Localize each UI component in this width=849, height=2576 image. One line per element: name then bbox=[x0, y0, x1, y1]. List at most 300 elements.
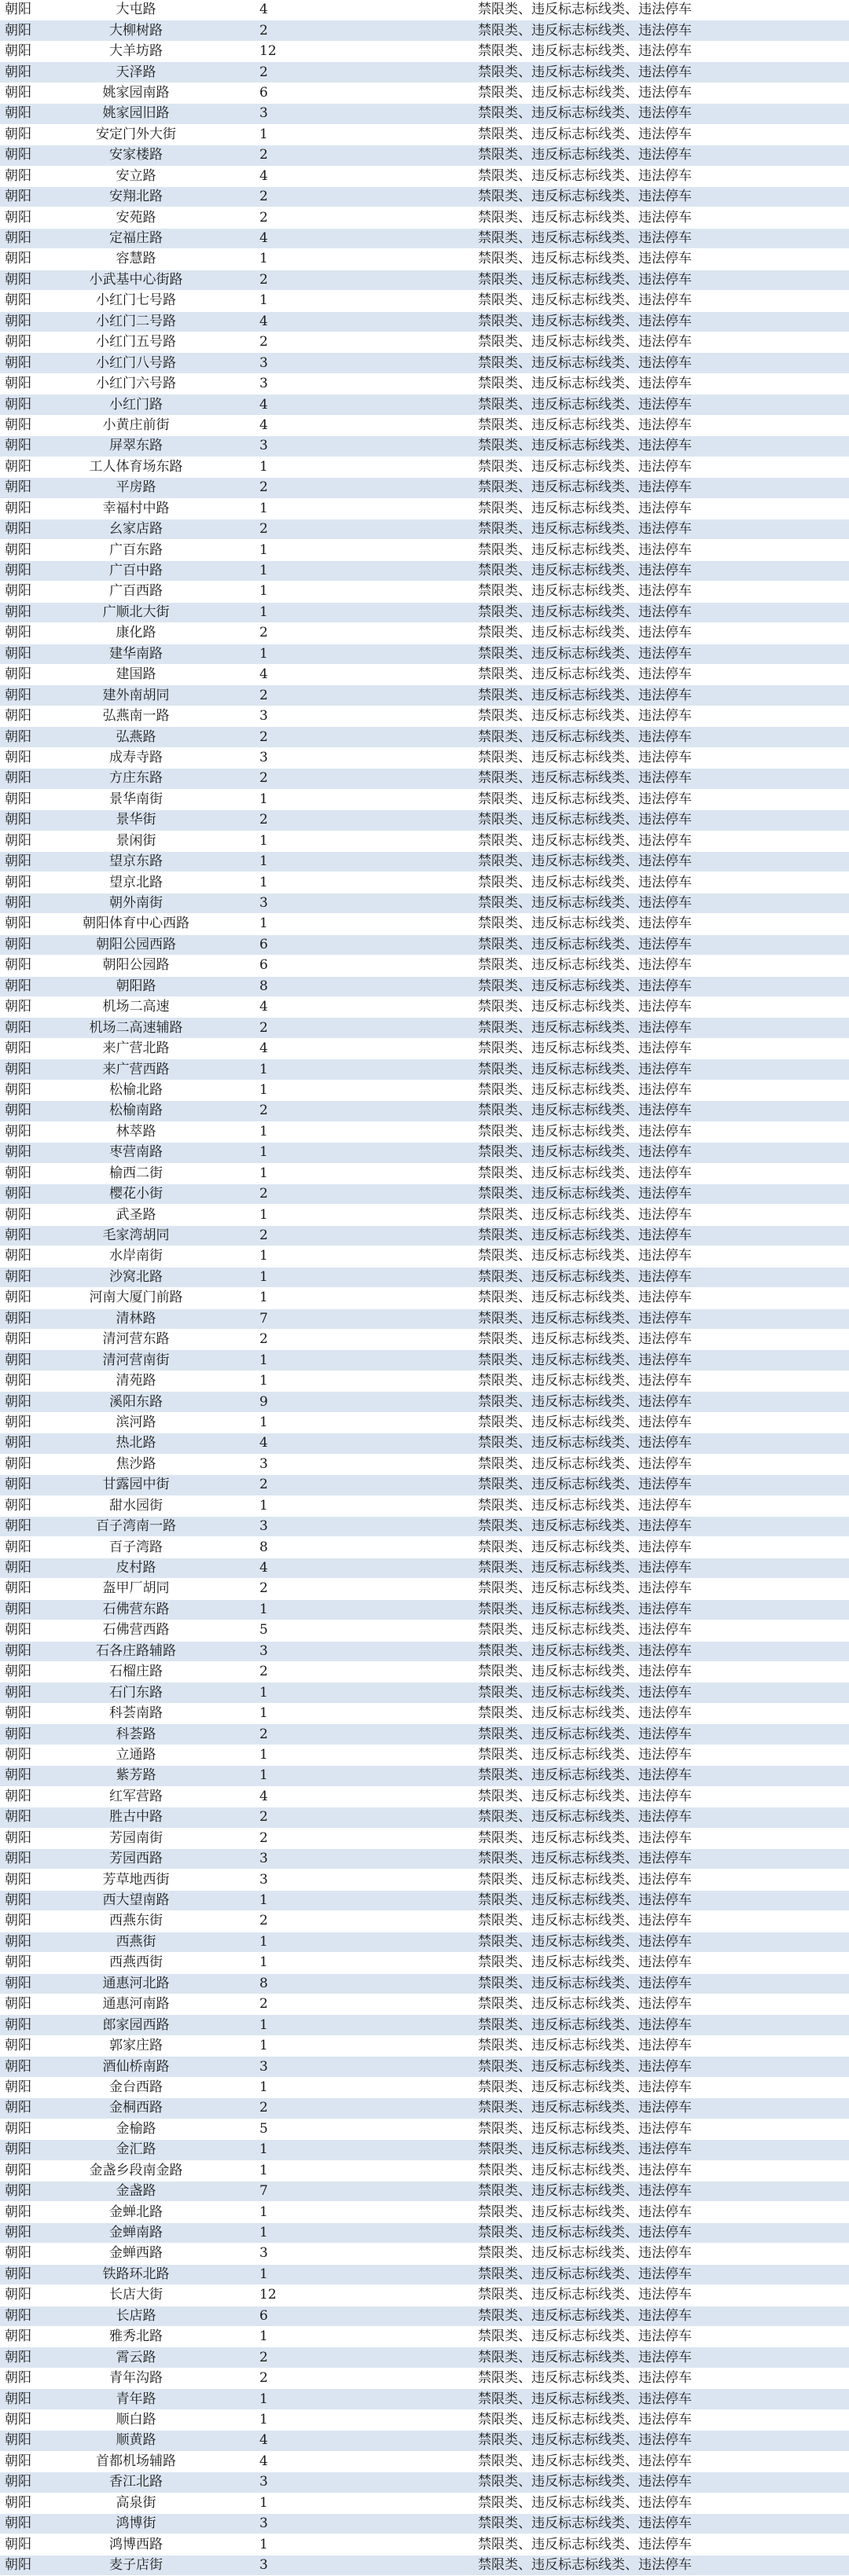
table-row bbox=[0, 1973, 849, 1994]
violation-types-cell: 禁限类、违反标志标线类、违法停车 bbox=[409, 478, 849, 498]
table-row bbox=[0, 1205, 849, 1225]
violation-types-cell: 禁限类、违反标志标线类、违法停车 bbox=[409, 145, 849, 166]
violation-types-cell: 禁限类、违反标志标线类、违法停车 bbox=[409, 2431, 849, 2451]
count-cell: 4 bbox=[220, 665, 409, 685]
district-cell: 朝阳 bbox=[0, 270, 52, 290]
table-row bbox=[0, 457, 849, 477]
count-cell: 4 bbox=[220, 1558, 409, 1578]
violation-types-cell: 禁限类、违反标志标线类、违法停车 bbox=[409, 2140, 849, 2160]
road-name-cell: 长店大街 bbox=[52, 2285, 220, 2306]
violation-types-cell: 禁限类、违反标志标线类、违法停车 bbox=[409, 2222, 849, 2243]
violation-types-cell: 禁限类、违反标志标线类、违法停车 bbox=[409, 1786, 849, 1807]
count-cell: 6 bbox=[220, 83, 409, 103]
road-name-cell: 弘燕路 bbox=[52, 727, 220, 747]
district-cell: 朝阳 bbox=[0, 2244, 52, 2264]
count-cell: 1 bbox=[220, 2160, 409, 2181]
table-row bbox=[0, 2119, 849, 2139]
violation-types-cell: 禁限类、违反标志标线类、违法停车 bbox=[409, 769, 849, 789]
count-cell: 4 bbox=[220, 1786, 409, 1807]
count-cell: 2 bbox=[220, 2347, 409, 2368]
road-name-cell: 河南大厦门前路 bbox=[52, 1288, 220, 1308]
violation-types-cell: 禁限类、违反标志标线类、违法停车 bbox=[409, 2368, 849, 2388]
road-name-cell: 安家楼路 bbox=[52, 145, 220, 166]
road-name-cell: 平房路 bbox=[52, 478, 220, 498]
road-name-cell: 百子湾路 bbox=[52, 1537, 220, 1558]
table-row bbox=[0, 747, 849, 768]
table-row bbox=[0, 1143, 849, 1163]
count-cell: 2 bbox=[220, 2098, 409, 2119]
table-row bbox=[0, 810, 849, 831]
road-name-cell: 金盏乡段南金路 bbox=[52, 2160, 220, 2181]
district-cell: 朝阳 bbox=[0, 623, 52, 644]
violation-types-cell: 禁限类、违反标志标线类、违法停车 bbox=[409, 851, 849, 872]
violation-types-cell: 禁限类、违反标志标线类、违法停车 bbox=[409, 1121, 849, 1142]
road-name-cell: 小红门二号路 bbox=[52, 311, 220, 332]
violation-types-cell: 禁限类、违反标志标线类、违法停车 bbox=[409, 20, 849, 41]
district-cell: 朝阳 bbox=[0, 1143, 52, 1163]
road-name-cell: 石佛营东路 bbox=[52, 1599, 220, 1620]
count-cell: 2 bbox=[220, 1475, 409, 1495]
road-name-cell: 鸿博街 bbox=[52, 2513, 220, 2534]
district-cell: 朝阳 bbox=[0, 914, 52, 934]
violation-types-cell: 禁限类、违反标志标线类、违法停车 bbox=[409, 2285, 849, 2306]
district-cell: 朝阳 bbox=[0, 1558, 52, 1578]
violation-types-cell: 禁限类、违反标志标线类、违法停车 bbox=[409, 1870, 849, 1890]
road-name-cell: 建华南路 bbox=[52, 644, 220, 664]
table-row bbox=[0, 851, 849, 872]
district-cell: 朝阳 bbox=[0, 2451, 52, 2471]
district-cell: 朝阳 bbox=[0, 2493, 52, 2513]
road-name-cell: 首都机场辅路 bbox=[52, 2451, 220, 2471]
district-cell: 朝阳 bbox=[0, 769, 52, 789]
table-row bbox=[0, 20, 849, 41]
count-cell: 2 bbox=[220, 810, 409, 831]
district-cell: 朝阳 bbox=[0, 2181, 52, 2201]
count-cell: 2 bbox=[220, 186, 409, 207]
road-name-cell: 幺家店路 bbox=[52, 519, 220, 539]
count-cell: 5 bbox=[220, 2119, 409, 2139]
table-row bbox=[0, 2140, 849, 2160]
road-name-cell: 康化路 bbox=[52, 623, 220, 644]
table-row bbox=[0, 1018, 849, 1038]
count-cell: 2 bbox=[220, 62, 409, 83]
road-name-cell: 百子湾南一路 bbox=[52, 1516, 220, 1536]
violation-types-cell: 禁限类、违反标志标线类、违法停车 bbox=[409, 415, 849, 435]
violation-types-cell: 禁限类、违反标志标线类、违法停车 bbox=[409, 124, 849, 145]
violation-types-cell: 禁限类、违反标志标线类、违法停车 bbox=[409, 1495, 849, 1516]
count-cell: 3 bbox=[220, 2472, 409, 2493]
table-row bbox=[0, 291, 849, 311]
district-cell: 朝阳 bbox=[0, 1205, 52, 1225]
count-cell: 1 bbox=[220, 1059, 409, 1080]
table-row bbox=[0, 1330, 849, 1350]
road-name-cell: 松榆南路 bbox=[52, 1101, 220, 1121]
count-cell: 1 bbox=[220, 1703, 409, 1723]
table-row bbox=[0, 1599, 849, 1620]
table-row bbox=[0, 2077, 849, 2097]
count-cell: 1 bbox=[220, 1932, 409, 1952]
count-cell: 3 bbox=[220, 1454, 409, 1474]
road-name-cell: 青年沟路 bbox=[52, 2368, 220, 2388]
table-row bbox=[0, 560, 849, 581]
road-name-cell: 霄云路 bbox=[52, 2347, 220, 2368]
violation-types-cell: 禁限类、违反标志标线类、违法停车 bbox=[409, 166, 849, 186]
road-name-cell: 朝外南街 bbox=[52, 893, 220, 913]
count-cell: 4 bbox=[220, 2431, 409, 2451]
district-cell: 朝阳 bbox=[0, 394, 52, 415]
road-name-cell: 安立路 bbox=[52, 166, 220, 186]
table-row bbox=[0, 1163, 849, 1183]
road-name-cell: 安定门外大街 bbox=[52, 124, 220, 145]
district-cell: 朝阳 bbox=[0, 2057, 52, 2077]
road-name-cell: 通惠河南路 bbox=[52, 1994, 220, 2015]
district-cell: 朝阳 bbox=[0, 145, 52, 166]
road-name-cell: 长店路 bbox=[52, 2306, 220, 2326]
count-cell: 2 bbox=[220, 1225, 409, 1246]
district-cell: 朝阳 bbox=[0, 1288, 52, 1308]
table-row bbox=[0, 2015, 849, 2035]
road-name-cell: 西燕东街 bbox=[52, 1911, 220, 1932]
road-name-cell: 朝阳体育中心西路 bbox=[52, 914, 220, 934]
district-cell: 朝阳 bbox=[0, 1662, 52, 1682]
district-cell: 朝阳 bbox=[0, 2347, 52, 2368]
road-name-cell: 机场二高速 bbox=[52, 997, 220, 1018]
violation-types-cell: 禁限类、违反标志标线类、违法停车 bbox=[409, 1932, 849, 1952]
table-row bbox=[0, 2493, 849, 2513]
table-row bbox=[0, 207, 849, 228]
violation-types-cell: 禁限类、违反标志标线类、违法停车 bbox=[409, 1682, 849, 1703]
count-cell: 3 bbox=[220, 1870, 409, 1890]
road-name-cell: 大羊坊路 bbox=[52, 41, 220, 61]
district-cell: 朝阳 bbox=[0, 747, 52, 768]
road-name-cell: 小黄庄前街 bbox=[52, 415, 220, 435]
table-row bbox=[0, 1994, 849, 2015]
count-cell: 6 bbox=[220, 2306, 409, 2326]
district-cell: 朝阳 bbox=[0, 1308, 52, 1329]
table-row bbox=[0, 1246, 849, 1267]
table-row bbox=[0, 2264, 849, 2284]
count-cell: 1 bbox=[220, 2202, 409, 2222]
road-name-cell: 小武基中心街路 bbox=[52, 270, 220, 290]
district-cell: 朝阳 bbox=[0, 2119, 52, 2139]
road-name-cell: 机场二高速辅路 bbox=[52, 1018, 220, 1038]
road-name-cell: 郭家庄路 bbox=[52, 2035, 220, 2056]
road-name-cell: 小红门五号路 bbox=[52, 332, 220, 353]
district-cell: 朝阳 bbox=[0, 1101, 52, 1121]
road-name-cell: 西大望南路 bbox=[52, 1890, 220, 1910]
count-cell: 1 bbox=[220, 2077, 409, 2097]
table-row bbox=[0, 2389, 849, 2409]
violation-types-cell: 禁限类、违反标志标线类、违法停车 bbox=[409, 2555, 849, 2575]
road-name-cell: 高泉街 bbox=[52, 2493, 220, 2513]
table-row bbox=[0, 186, 849, 207]
count-cell: 1 bbox=[220, 1121, 409, 1142]
table-row bbox=[0, 1848, 849, 1869]
road-name-cell: 雅秀北路 bbox=[52, 2327, 220, 2347]
violation-types-cell: 禁限类、违反标志标线类、违法停车 bbox=[409, 789, 849, 809]
district-cell: 朝阳 bbox=[0, 1183, 52, 1204]
count-cell: 2 bbox=[220, 1183, 409, 1204]
table-row bbox=[0, 41, 849, 61]
district-cell: 朝阳 bbox=[0, 976, 52, 996]
district-cell: 朝阳 bbox=[0, 1080, 52, 1100]
violation-types-cell: 禁限类、违反标志标线类、违法停车 bbox=[409, 353, 849, 373]
district-cell: 朝阳 bbox=[0, 373, 52, 394]
count-cell: 12 bbox=[220, 2285, 409, 2306]
road-name-cell: 小红门路 bbox=[52, 394, 220, 415]
count-cell: 1 bbox=[220, 291, 409, 311]
district-cell: 朝阳 bbox=[0, 1870, 52, 1890]
violation-types-cell: 禁限类、违反标志标线类、违法停车 bbox=[409, 1890, 849, 1910]
district-cell: 朝阳 bbox=[0, 0, 52, 20]
district-cell: 朝阳 bbox=[0, 41, 52, 61]
district-cell: 朝阳 bbox=[0, 851, 52, 872]
table-row bbox=[0, 1807, 849, 1828]
table-row bbox=[0, 1038, 849, 1059]
table-row bbox=[0, 976, 849, 996]
count-cell: 4 bbox=[220, 1038, 409, 1059]
district-cell: 朝阳 bbox=[0, 1163, 52, 1183]
violation-types-cell: 禁限类、违反标志标线类、违法停车 bbox=[409, 540, 849, 560]
count-cell: 8 bbox=[220, 1973, 409, 1994]
table-row bbox=[0, 519, 849, 539]
count-cell: 1 bbox=[220, 1371, 409, 1391]
road-name-cell: 广顺北大街 bbox=[52, 602, 220, 622]
violation-types-cell: 禁限类、违反标志标线类、违法停车 bbox=[409, 1163, 849, 1183]
road-name-cell: 广百东路 bbox=[52, 540, 220, 560]
table-row bbox=[0, 394, 849, 415]
district-cell: 朝阳 bbox=[0, 1953, 52, 1973]
count-cell: 2 bbox=[220, 1579, 409, 1599]
district-cell: 朝阳 bbox=[0, 2160, 52, 2181]
district-cell: 朝阳 bbox=[0, 1475, 52, 1495]
district-cell: 朝阳 bbox=[0, 872, 52, 893]
violation-types-cell: 禁限类、违反标志标线类、违法停车 bbox=[409, 1080, 849, 1100]
table-row bbox=[0, 1308, 849, 1329]
count-cell: 3 bbox=[220, 747, 409, 768]
district-cell: 朝阳 bbox=[0, 2222, 52, 2243]
count-cell: 2 bbox=[220, 332, 409, 353]
district-cell: 朝阳 bbox=[0, 1412, 52, 1433]
district-cell: 朝阳 bbox=[0, 415, 52, 435]
table-row bbox=[0, 2098, 849, 2119]
violation-types-cell: 禁限类、违反标志标线类、违法停车 bbox=[409, 747, 849, 768]
count-cell: 1 bbox=[220, 1412, 409, 1433]
count-cell: 1 bbox=[220, 124, 409, 145]
violation-types-cell: 禁限类、违反标志标线类、违法停车 bbox=[409, 727, 849, 747]
count-cell: 2 bbox=[220, 1994, 409, 2015]
violation-types-cell: 禁限类、违反标志标线类、违法停车 bbox=[409, 1537, 849, 1558]
count-cell: 1 bbox=[220, 602, 409, 622]
road-name-cell: 紫芳路 bbox=[52, 1766, 220, 1786]
district-cell: 朝阳 bbox=[0, 1994, 52, 2015]
table-row bbox=[0, 2202, 849, 2222]
district-cell: 朝阳 bbox=[0, 1350, 52, 1371]
road-name-cell: 金台西路 bbox=[52, 2077, 220, 2097]
district-cell: 朝阳 bbox=[0, 2409, 52, 2430]
table-row bbox=[0, 1932, 849, 1952]
table-row bbox=[0, 831, 849, 851]
district-cell: 朝阳 bbox=[0, 1620, 52, 1641]
table-row bbox=[0, 1745, 849, 1765]
road-name-cell: 皮村路 bbox=[52, 1558, 220, 1578]
violation-types-cell: 禁限类、违反标志标线类、违法停车 bbox=[409, 2202, 849, 2222]
table-row bbox=[0, 727, 849, 747]
table-row bbox=[0, 332, 849, 353]
district-cell: 朝阳 bbox=[0, 2098, 52, 2119]
violation-types-cell: 禁限类、违反标志标线类、违法停车 bbox=[409, 0, 849, 20]
violation-types-cell: 禁限类、违反标志标线类、违法停车 bbox=[409, 560, 849, 581]
road-name-cell: 榆西二街 bbox=[52, 1163, 220, 1183]
table-row bbox=[0, 2306, 849, 2326]
district-cell: 朝阳 bbox=[0, 291, 52, 311]
district-cell: 朝阳 bbox=[0, 1828, 52, 1848]
count-cell: 4 bbox=[220, 1433, 409, 1454]
table-row bbox=[0, 311, 849, 332]
road-name-cell: 容慧路 bbox=[52, 249, 220, 270]
table-row bbox=[0, 2327, 849, 2347]
road-name-cell: 清河营东路 bbox=[52, 1330, 220, 1350]
violation-types-cell: 禁限类、违反标志标线类、违法停车 bbox=[409, 1599, 849, 1620]
table-row bbox=[0, 498, 849, 519]
table-row bbox=[0, 1537, 849, 1558]
violation-types-cell: 禁限类、违反标志标线类、违法停车 bbox=[409, 1703, 849, 1723]
violation-types-cell: 禁限类、违反标志标线类、违法停车 bbox=[409, 291, 849, 311]
table-row bbox=[0, 2555, 849, 2575]
violation-types-cell: 禁限类、违反标志标线类、违法停车 bbox=[409, 457, 849, 477]
violation-types-cell: 禁限类、违反标志标线类、违法停车 bbox=[409, 1433, 849, 1454]
road-name-cell: 石各庄路辅路 bbox=[52, 1641, 220, 1661]
district-cell: 朝阳 bbox=[0, 83, 52, 103]
violation-types-cell: 禁限类、违反标志标线类、违法停车 bbox=[409, 311, 849, 332]
violation-types-cell: 禁限类、违反标志标线类、违法停车 bbox=[409, 893, 849, 913]
violation-types-cell: 禁限类、违反标志标线类、违法停车 bbox=[409, 831, 849, 851]
count-cell: 2 bbox=[220, 478, 409, 498]
table-row bbox=[0, 1703, 849, 1723]
count-cell: 1 bbox=[220, 1495, 409, 1516]
district-cell: 朝阳 bbox=[0, 2431, 52, 2451]
violation-types-cell: 禁限类、违反标志标线类、违法停车 bbox=[409, 2347, 849, 2368]
district-cell: 朝阳 bbox=[0, 789, 52, 809]
table-row bbox=[0, 1350, 849, 1371]
district-cell: 朝阳 bbox=[0, 1682, 52, 1703]
violation-types-cell: 禁限类、违反标志标线类、违法停车 bbox=[409, 1267, 849, 1287]
count-cell: 1 bbox=[220, 498, 409, 519]
count-cell: 1 bbox=[220, 644, 409, 664]
count-cell: 1 bbox=[220, 2493, 409, 2513]
road-name-cell: 甘露园中街 bbox=[52, 1475, 220, 1495]
table-row bbox=[0, 62, 849, 83]
count-cell: 1 bbox=[220, 2035, 409, 2056]
count-cell: 1 bbox=[220, 1766, 409, 1786]
table-row bbox=[0, 1080, 849, 1100]
count-cell: 3 bbox=[220, 2513, 409, 2534]
district-cell: 朝阳 bbox=[0, 997, 52, 1018]
violation-types-cell: 禁限类、违反标志标线类、违法停车 bbox=[409, 2389, 849, 2409]
violation-types-cell: 禁限类、违反标志标线类、违法停车 bbox=[409, 249, 849, 270]
road-name-cell: 定福庄路 bbox=[52, 228, 220, 248]
road-name-cell: 大柳树路 bbox=[52, 20, 220, 41]
road-name-cell: 热北路 bbox=[52, 1433, 220, 1454]
violation-types-cell: 禁限类、违反标志标线类、违法停车 bbox=[409, 1848, 849, 1869]
road-name-cell: 金榆路 bbox=[52, 2119, 220, 2139]
violation-types-cell: 禁限类、违反标志标线类、违法停车 bbox=[409, 41, 849, 61]
district-cell: 朝阳 bbox=[0, 956, 52, 976]
road-name-cell: 水岸南街 bbox=[52, 1246, 220, 1267]
count-cell: 1 bbox=[220, 1205, 409, 1225]
road-name-cell: 香江北路 bbox=[52, 2472, 220, 2493]
road-name-cell: 望京东路 bbox=[52, 851, 220, 872]
table-row bbox=[0, 789, 849, 809]
road-name-cell: 金蝉南路 bbox=[52, 2222, 220, 2243]
district-cell: 朝阳 bbox=[0, 582, 52, 602]
road-name-cell: 朝阳公园西路 bbox=[52, 934, 220, 955]
violation-types-cell: 禁限类、违反标志标线类、违法停车 bbox=[409, 2451, 849, 2471]
violation-types-cell: 禁限类、违反标志标线类、违法停车 bbox=[409, 83, 849, 103]
district-cell: 朝阳 bbox=[0, 1786, 52, 1807]
violation-types-cell: 禁限类、违反标志标线类、违法停车 bbox=[409, 706, 849, 726]
road-name-cell: 芳草地西街 bbox=[52, 1870, 220, 1890]
table-row bbox=[0, 1953, 849, 1973]
violation-types-cell: 禁限类、违反标志标线类、违法停车 bbox=[409, 2409, 849, 2430]
road-name-cell: 麦子店街 bbox=[52, 2555, 220, 2575]
violation-types-cell: 禁限类、违反标志标线类、违法停车 bbox=[409, 436, 849, 457]
table-row bbox=[0, 1682, 849, 1703]
table-row bbox=[0, 1288, 849, 1308]
count-cell: 2 bbox=[220, 769, 409, 789]
violation-types-cell: 禁限类、违反标志标线类、违法停车 bbox=[409, 1038, 849, 1059]
count-cell: 1 bbox=[220, 1246, 409, 1267]
road-name-cell: 科荟南路 bbox=[52, 1703, 220, 1723]
count-cell: 1 bbox=[220, 789, 409, 809]
count-cell: 1 bbox=[220, 2389, 409, 2409]
road-name-cell: 樱花小街 bbox=[52, 1183, 220, 1204]
violation-types-cell: 禁限类、违反标志标线类、违法停车 bbox=[409, 1288, 849, 1308]
table-row bbox=[0, 373, 849, 394]
road-name-cell: 小红门七号路 bbox=[52, 291, 220, 311]
district-cell: 朝阳 bbox=[0, 831, 52, 851]
count-cell: 1 bbox=[220, 540, 409, 560]
violation-types-cell: 禁限类、违反标志标线类、违法停车 bbox=[409, 2493, 849, 2513]
count-cell: 1 bbox=[220, 582, 409, 602]
table-row bbox=[0, 166, 849, 186]
district-cell: 朝阳 bbox=[0, 810, 52, 831]
road-name-cell: 来广营北路 bbox=[52, 1038, 220, 1059]
count-cell: 2 bbox=[220, 685, 409, 706]
road-name-cell: 铁路环北路 bbox=[52, 2264, 220, 2284]
count-cell: 8 bbox=[220, 1537, 409, 1558]
count-cell: 4 bbox=[220, 415, 409, 435]
violation-types-cell: 禁限类、违反标志标线类、违法停车 bbox=[409, 1911, 849, 1932]
district-cell: 朝阳 bbox=[0, 124, 52, 145]
count-cell: 1 bbox=[220, 2140, 409, 2160]
district-cell: 朝阳 bbox=[0, 1246, 52, 1267]
road-name-cell: 幸福村中路 bbox=[52, 498, 220, 519]
district-cell: 朝阳 bbox=[0, 1973, 52, 1994]
table-row bbox=[0, 436, 849, 457]
district-cell: 朝阳 bbox=[0, 1495, 52, 1516]
violation-types-cell: 禁限类、违反标志标线类、违法停车 bbox=[409, 1994, 849, 2015]
district-cell: 朝阳 bbox=[0, 1932, 52, 1952]
violation-types-cell: 禁限类、违反标志标线类、违法停车 bbox=[409, 2513, 849, 2534]
district-cell: 朝阳 bbox=[0, 1516, 52, 1536]
road-name-cell: 金盏路 bbox=[52, 2181, 220, 2201]
violation-types-cell: 禁限类、违反标志标线类、违法停车 bbox=[409, 186, 849, 207]
district-cell: 朝阳 bbox=[0, 1433, 52, 1454]
district-cell: 朝阳 bbox=[0, 1121, 52, 1142]
violation-types-cell: 禁限类、违反标志标线类、违法停车 bbox=[409, 1018, 849, 1038]
violation-types-cell: 禁限类、违反标志标线类、违法停车 bbox=[409, 2160, 849, 2181]
